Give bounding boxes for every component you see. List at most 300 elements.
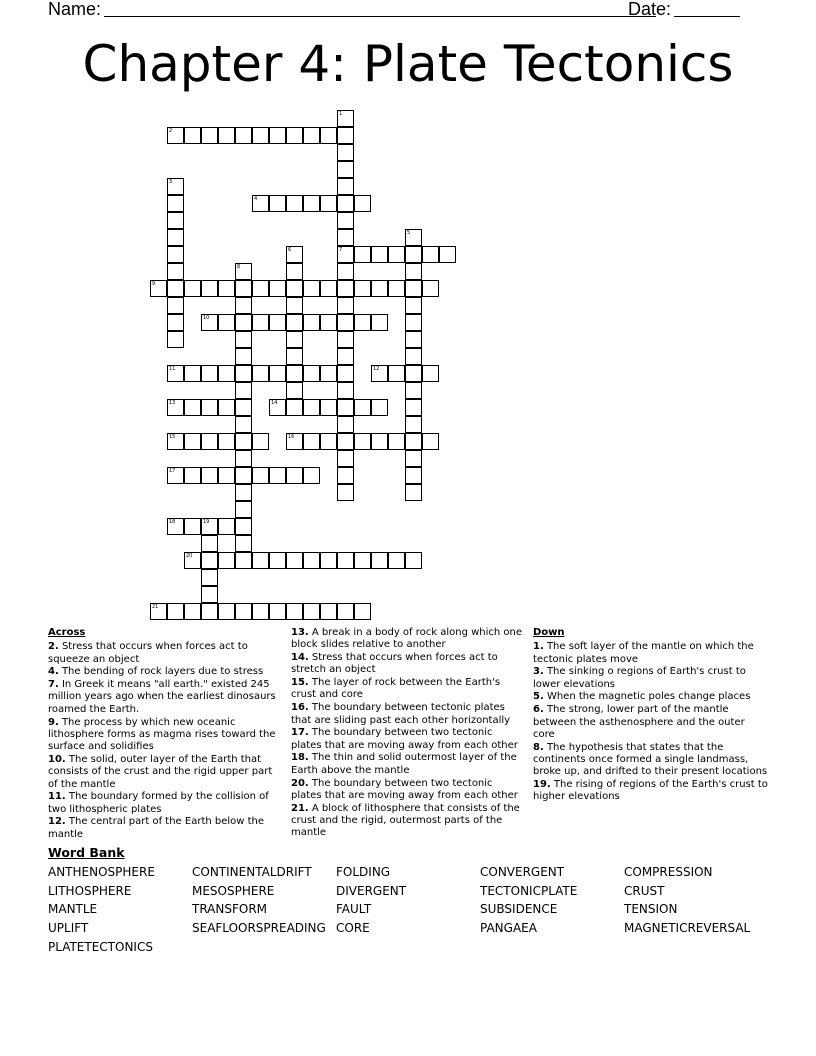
clue-item-text: The solid, outer layer of the Earth that consists of the crust and the rigid upper part of the mantle	[48, 753, 273, 790]
crossword-cell[interactable]	[167, 518, 184, 535]
down-clues-column	[533, 627, 769, 804]
crossword-cell[interactable]	[320, 314, 337, 331]
crossword-cell[interactable]	[167, 365, 184, 382]
crossword-cell[interactable]	[286, 365, 303, 382]
crossword-cell[interactable]	[252, 314, 269, 331]
clue-item-number: 18.	[291, 752, 309, 764]
down-clue-list	[533, 641, 769, 803]
word-bank-item: ANTHENOSPHERE	[48, 865, 155, 879]
crossword-cell[interactable]	[235, 467, 252, 484]
crossword-cell[interactable]	[337, 348, 354, 365]
clue-item-number: 17.	[291, 727, 309, 739]
crossword-cell[interactable]	[235, 535, 252, 552]
crossword-cell[interactable]	[167, 127, 184, 144]
clue-item-text: The boundary between tectonic plates that are sliding past each other horizontally	[291, 702, 511, 726]
word-bank-item: CONVERGENT	[480, 865, 565, 879]
crossword-cell[interactable]	[269, 552, 286, 569]
crossword-cell[interactable]	[337, 314, 354, 331]
clue-item-text: A break in a body of rock along which one block slides relative to another	[291, 627, 523, 651]
crossword-cell[interactable]	[201, 399, 218, 416]
clue-number: 14	[271, 400, 278, 406]
clue-item-text: The boundary between two tectonic plates that are moving away from each other	[291, 777, 518, 801]
crossword-cell[interactable]	[337, 144, 354, 161]
clue-item-text: In Greek it means "all earth." existed 245 million years ago when the earliest dinosaurs roamed the Earth.	[48, 679, 276, 715]
crossword-cell[interactable]	[422, 365, 439, 382]
clue-item-text: The boundary formed by the collision of two lithospheric plates	[48, 791, 269, 815]
clue-item-number: 11.	[48, 791, 66, 803]
word-bank-item: FOLDING	[336, 865, 391, 879]
clue-number: 2	[169, 128, 173, 134]
crossword-cell[interactable]	[167, 603, 184, 620]
crossword-cell[interactable]	[252, 467, 269, 484]
crossword-cell[interactable]	[286, 382, 303, 399]
crossword-cell[interactable]	[201, 127, 218, 144]
clue-item-number: 19.	[533, 779, 551, 791]
crossword-cell[interactable]	[235, 297, 252, 314]
crossword-cell[interactable]	[167, 212, 184, 229]
clue-number: 19	[203, 519, 210, 525]
crossword-cell[interactable]	[167, 331, 184, 348]
crossword-cell[interactable]	[337, 365, 354, 382]
crossword-cell[interactable]	[337, 382, 354, 399]
crossword-cell[interactable]	[337, 263, 354, 280]
date-label: Date:	[628, 0, 672, 19]
crossword-cell[interactable]	[218, 518, 235, 535]
clue-item-number: 15.	[291, 677, 309, 689]
crossword-cell[interactable]	[303, 399, 320, 416]
crossword-cell[interactable]	[286, 297, 303, 314]
clue-item-text: Stress that occurs when forces act to stretch an object	[291, 652, 498, 676]
clue-item-number: 2.	[48, 641, 59, 653]
crossword-cell[interactable]	[371, 246, 388, 263]
clue-item-text: The bending of rock layers due to stress	[61, 666, 264, 678]
clue-item-text: The layer of rock between the Earth's crust and core	[291, 677, 501, 701]
crossword-cell[interactable]	[167, 433, 184, 450]
clue-item	[291, 627, 523, 652]
crossword-cell[interactable]	[184, 365, 201, 382]
clue-item	[533, 641, 769, 666]
crossword-cell[interactable]	[405, 467, 422, 484]
clue-number: 5	[407, 230, 411, 236]
crossword-cell[interactable]	[235, 603, 252, 620]
clue-item-text: The hypothesis that states that the continents once formed a single landmass, broke up, and drifted to their present locations	[533, 741, 768, 778]
crossword-cell[interactable]	[218, 399, 235, 416]
crossword-cell[interactable]	[405, 484, 422, 501]
crossword-cell[interactable]	[235, 501, 252, 518]
crossword-cell[interactable]	[303, 314, 320, 331]
crossword-cell[interactable]	[388, 365, 405, 382]
crossword-cell[interactable]	[422, 246, 439, 263]
crossword-cell[interactable]	[184, 127, 201, 144]
across-clues-column-continued	[291, 627, 523, 840]
crossword-cell[interactable]	[337, 603, 354, 620]
clue-item	[533, 691, 769, 703]
crossword-cell[interactable]	[405, 365, 422, 382]
clue-item-number: 5.	[533, 691, 544, 703]
crossword-cell[interactable]	[235, 399, 252, 416]
crossword-cell[interactable]	[405, 297, 422, 314]
crossword-cell[interactable]	[354, 280, 371, 297]
crossword-cell[interactable]	[405, 314, 422, 331]
crossword-cell[interactable]	[150, 603, 167, 620]
crossword-cell[interactable]	[303, 552, 320, 569]
crossword-cell[interactable]	[286, 280, 303, 297]
clue-item	[291, 752, 523, 777]
crossword-cell[interactable]	[405, 263, 422, 280]
crossword-cell[interactable]	[269, 399, 286, 416]
crossword-cell[interactable]	[371, 314, 388, 331]
clue-number: 1	[339, 111, 343, 117]
crossword-cell[interactable]	[422, 433, 439, 450]
clue-number: 18	[169, 519, 176, 525]
crossword-cell[interactable]	[269, 280, 286, 297]
clue-item	[48, 754, 276, 791]
clue-item-text: The rising of regions of the Earth's crust to higher elevations	[533, 779, 768, 803]
crossword-cell[interactable]	[388, 552, 405, 569]
clue-item	[291, 652, 523, 677]
crossword-cell[interactable]	[286, 603, 303, 620]
clue-item-text: The boundary between two tectonic plates that are moving away from each other	[291, 727, 518, 751]
crossword-cell[interactable]	[286, 195, 303, 212]
clue-item-text: A block of lithosphere that consists of the crust and the rigid, outermost parts of the mantle	[291, 802, 520, 839]
crossword-cell[interactable]	[286, 467, 303, 484]
clue-number: 21	[152, 604, 159, 610]
crossword-cell[interactable]	[320, 280, 337, 297]
crossword-cell[interactable]	[320, 603, 337, 620]
crossword-cell[interactable]	[405, 433, 422, 450]
crossword-cell[interactable]	[337, 297, 354, 314]
clue-item	[533, 704, 769, 741]
crossword-cell[interactable]	[337, 331, 354, 348]
crossword-cell[interactable]	[167, 280, 184, 297]
crossword-cell[interactable]	[201, 467, 218, 484]
clue-number: 8	[237, 264, 241, 270]
crossword-cell[interactable]	[201, 518, 218, 535]
crossword-cell[interactable]	[405, 280, 422, 297]
clue-item	[48, 816, 276, 841]
clue-item-number: 8.	[533, 741, 544, 753]
word-bank-item: CORE	[336, 921, 370, 936]
crossword-cell[interactable]	[218, 314, 235, 331]
crossword-cell[interactable]	[320, 433, 337, 450]
crossword-cell[interactable]	[337, 127, 354, 144]
crossword-cell[interactable]	[320, 365, 337, 382]
crossword-cell[interactable]	[371, 552, 388, 569]
crossword-cell[interactable]	[201, 535, 218, 552]
crossword-cell[interactable]	[218, 280, 235, 297]
clue-item-text: The thin and solid outermost layer of the Earth above the mantle	[291, 752, 517, 776]
crossword-cell[interactable]	[337, 399, 354, 416]
clue-number: 12	[373, 366, 380, 372]
crossword-cell[interactable]	[354, 433, 371, 450]
crossword-cell[interactable]	[405, 382, 422, 399]
clue-number: 6	[288, 247, 292, 253]
crossword-cell[interactable]	[201, 280, 218, 297]
word-bank-item: SEAFLOORSPREADING	[192, 921, 326, 936]
clue-item-text: The soft layer of the mantle on which the tectonic plates move	[533, 641, 754, 665]
crossword-cell[interactable]	[269, 195, 286, 212]
crossword-cell[interactable]	[235, 433, 252, 450]
crossword-cell[interactable]	[252, 195, 269, 212]
crossword-cell[interactable]	[303, 195, 320, 212]
crossword-cell[interactable]	[201, 586, 218, 603]
word-bank-item: TECTONICPLATE	[480, 883, 578, 898]
crossword-cell[interactable]	[167, 467, 184, 484]
crossword-cell[interactable]	[286, 127, 303, 144]
crossword-cell[interactable]	[337, 467, 354, 484]
clue-item-number: 4.	[48, 666, 59, 678]
clue-item-text: Stress that occurs when forces act to squeeze an object	[48, 641, 248, 665]
crossword-cell[interactable]	[303, 467, 320, 484]
crossword-cell[interactable]	[405, 331, 422, 348]
crossword-cell[interactable]	[422, 280, 439, 297]
name-label: Name:	[48, 0, 102, 19]
clue-item	[533, 666, 769, 691]
crossword-cell[interactable]	[201, 314, 218, 331]
crossword-cell[interactable]	[167, 246, 184, 263]
crossword-cell[interactable]	[388, 280, 405, 297]
crossword-cell[interactable]	[184, 467, 201, 484]
crossword-cell[interactable]	[269, 365, 286, 382]
word-bank-item: MANTLE	[48, 902, 98, 917]
crossword-cell[interactable]	[286, 263, 303, 280]
crossword-cell[interactable]	[167, 263, 184, 280]
crossword-cell[interactable]	[286, 246, 303, 263]
word-bank-item: MESOSPHERE	[192, 883, 275, 898]
crossword-cell[interactable]	[371, 433, 388, 450]
clue-item	[291, 677, 523, 702]
down-heading: Down	[533, 627, 565, 638]
clue-number: 20	[186, 553, 193, 559]
crossword-cell[interactable]	[337, 161, 354, 178]
crossword-cell[interactable]	[337, 416, 354, 433]
clue-number: 9	[152, 281, 156, 287]
crossword-cell[interactable]	[167, 297, 184, 314]
crossword-cell[interactable]	[303, 433, 320, 450]
clue-item-text: The process by which new oceanic lithosphere forms as magma rises toward the surface and solidifies	[48, 716, 276, 753]
crossword-cell[interactable]	[286, 331, 303, 348]
crossword-cell[interactable]	[303, 603, 320, 620]
crossword-cell[interactable]	[235, 348, 252, 365]
word-bank-item: PLATETECTONICS	[48, 939, 153, 954]
crossword-cell[interactable]	[354, 399, 371, 416]
crossword-cell[interactable]	[184, 399, 201, 416]
crossword-cell[interactable]	[286, 348, 303, 365]
crossword-cell[interactable]	[337, 212, 354, 229]
crossword-cell[interactable]	[320, 127, 337, 144]
clue-item-number: 20.	[291, 777, 309, 789]
crossword-cell[interactable]	[235, 263, 252, 280]
crossword-cell[interactable]	[167, 195, 184, 212]
crossword-cell[interactable]	[184, 433, 201, 450]
clue-item-number: 14.	[291, 652, 309, 664]
crossword-cell[interactable]	[269, 314, 286, 331]
word-bank-item: CRUST	[624, 883, 665, 898]
crossword-cell[interactable]	[184, 280, 201, 297]
crossword-cell[interactable]	[320, 195, 337, 212]
clue-number: 13	[169, 400, 176, 406]
crossword-cell[interactable]	[269, 127, 286, 144]
crossword-cell[interactable]	[286, 433, 303, 450]
clue-item-number: 12.	[48, 816, 66, 828]
crossword-cell[interactable]	[235, 416, 252, 433]
crossword-cell[interactable]	[201, 433, 218, 450]
crossword-cell[interactable]	[388, 433, 405, 450]
crossword-cell[interactable]	[218, 467, 235, 484]
crossword-cell[interactable]	[252, 127, 269, 144]
crossword-cell[interactable]	[303, 127, 320, 144]
crossword-cell[interactable]	[354, 246, 371, 263]
crossword-cell[interactable]	[371, 365, 388, 382]
crossword-cell[interactable]	[337, 110, 354, 127]
clue-number: 3	[169, 179, 173, 185]
crossword-cell[interactable]	[405, 399, 422, 416]
crossword-cell[interactable]	[235, 484, 252, 501]
crossword-cell[interactable]	[201, 552, 218, 569]
clue-item	[48, 791, 276, 816]
clue-item	[48, 641, 276, 666]
word-bank-item: CONTINENTALDRIFT	[192, 865, 312, 879]
crossword-cell[interactable]	[167, 178, 184, 195]
crossword-cell[interactable]	[303, 365, 320, 382]
crossword-cell[interactable]	[252, 280, 269, 297]
crossword-cell[interactable]	[252, 603, 269, 620]
crossword-cell[interactable]	[405, 416, 422, 433]
word-bank-heading: Word Bank	[48, 845, 125, 860]
crossword-cell[interactable]	[218, 127, 235, 144]
clue-item-number: 3.	[533, 666, 544, 678]
crossword-cell[interactable]	[286, 314, 303, 331]
crossword-cell[interactable]	[235, 127, 252, 144]
clue-item	[291, 778, 523, 803]
crossword-cell[interactable]	[184, 518, 201, 535]
crossword-cell[interactable]	[337, 229, 354, 246]
crossword-cell[interactable]	[235, 280, 252, 297]
crossword-cell[interactable]	[337, 178, 354, 195]
crossword-cell[interactable]	[252, 433, 269, 450]
clue-item	[291, 803, 523, 840]
crossword-cell[interactable]	[235, 382, 252, 399]
across-clues-column	[48, 627, 276, 842]
word-bank-item: LITHOSPHERE	[48, 883, 132, 898]
clue-number: 4	[254, 196, 258, 202]
crossword-cell[interactable]	[252, 365, 269, 382]
crossword-cell[interactable]	[252, 552, 269, 569]
crossword-cell[interactable]	[235, 365, 252, 382]
crossword-cell[interactable]	[371, 280, 388, 297]
clue-item-number: 6.	[533, 704, 544, 716]
crossword-cell[interactable]	[269, 467, 286, 484]
clue-item	[533, 742, 769, 779]
word-bank-item: DIVERGENT	[336, 883, 407, 898]
crossword-cell[interactable]	[354, 603, 371, 620]
crossword-cell[interactable]	[439, 246, 456, 263]
word-bank-item: TRANSFORM	[192, 902, 268, 917]
crossword-cell[interactable]	[218, 365, 235, 382]
crossword-cell[interactable]	[371, 399, 388, 416]
clue-item	[291, 702, 523, 727]
crossword-cell[interactable]	[167, 399, 184, 416]
across-clue-list	[48, 641, 276, 841]
crossword-cell[interactable]	[150, 280, 167, 297]
crossword-cell[interactable]	[405, 450, 422, 467]
crossword-cell[interactable]	[201, 603, 218, 620]
crossword-cell[interactable]	[354, 552, 371, 569]
clue-item-text: The strong, lower part of the mantle between the asthenosphere and the outer core	[533, 704, 745, 740]
clue-item-number: 1.	[533, 641, 544, 653]
crossword-cell[interactable]	[235, 314, 252, 331]
word-bank	[48, 845, 768, 957]
crossword-cell[interactable]	[218, 552, 235, 569]
crossword-cell[interactable]	[337, 433, 354, 450]
crossword-cell[interactable]	[337, 484, 354, 501]
crossword-cell[interactable]	[286, 399, 303, 416]
clue-item	[48, 666, 276, 678]
crossword-cell[interactable]	[201, 569, 218, 586]
crossword-cell[interactable]	[235, 518, 252, 535]
clue-number: 10	[203, 315, 210, 321]
crossword-cell[interactable]	[269, 603, 286, 620]
crossword-cell[interactable]	[405, 229, 422, 246]
crossword-cell[interactable]	[354, 195, 371, 212]
crossword-cell[interactable]	[167, 314, 184, 331]
clue-number: 15	[169, 434, 176, 440]
crossword-cell[interactable]	[235, 450, 252, 467]
crossword-cell[interactable]	[218, 433, 235, 450]
clue-item-text: When the magnetic poles change places	[546, 691, 751, 703]
clue-item-number: 7.	[48, 679, 59, 691]
clue-item-number: 16.	[291, 702, 309, 714]
crossword-cell[interactable]	[303, 280, 320, 297]
page-title: Chapter 4: Plate Tectonics	[82, 35, 734, 93]
word-bank-item: TENSION	[624, 902, 678, 917]
crossword-cell[interactable]	[354, 314, 371, 331]
across-heading: Across	[48, 627, 86, 638]
crossword-cell[interactable]	[337, 280, 354, 297]
crossword-cell[interactable]	[337, 246, 354, 263]
crossword-cell[interactable]	[388, 246, 405, 263]
clue-item	[48, 717, 276, 754]
clue-number: 16	[288, 434, 295, 440]
clue-item-number: 10.	[48, 753, 66, 765]
crossword-cell[interactable]	[320, 552, 337, 569]
crossword-cell[interactable]	[235, 552, 252, 569]
clue-item-text: The sinking o regions of Earth's crust to lower elevations	[533, 666, 746, 690]
clue-item	[533, 779, 769, 804]
word-bank-list	[48, 863, 768, 957]
crossword-cell[interactable]	[235, 331, 252, 348]
crossword-cell[interactable]	[167, 229, 184, 246]
crossword-cell[interactable]	[286, 552, 303, 569]
crossword-cell[interactable]	[405, 552, 422, 569]
crossword-cell[interactable]	[337, 450, 354, 467]
crossword-cell[interactable]	[337, 195, 354, 212]
crossword-cell[interactable]	[320, 399, 337, 416]
word-bank-item: COMPRESSION	[624, 865, 713, 879]
crossword-cell[interactable]	[337, 552, 354, 569]
clue-number: 7	[339, 247, 343, 253]
crossword-cell[interactable]	[201, 365, 218, 382]
clue-item	[291, 727, 523, 752]
clue-item-text: The central part of the Earth below the mantle	[48, 816, 265, 840]
clue-item	[48, 679, 276, 716]
crossword-cell[interactable]	[184, 552, 201, 569]
crossword-cell[interactable]	[405, 348, 422, 365]
crossword-cell[interactable]	[405, 246, 422, 263]
word-bank-item: UPLIFT	[48, 921, 89, 936]
crossword-cell[interactable]	[184, 603, 201, 620]
crossword-cell[interactable]	[218, 603, 235, 620]
